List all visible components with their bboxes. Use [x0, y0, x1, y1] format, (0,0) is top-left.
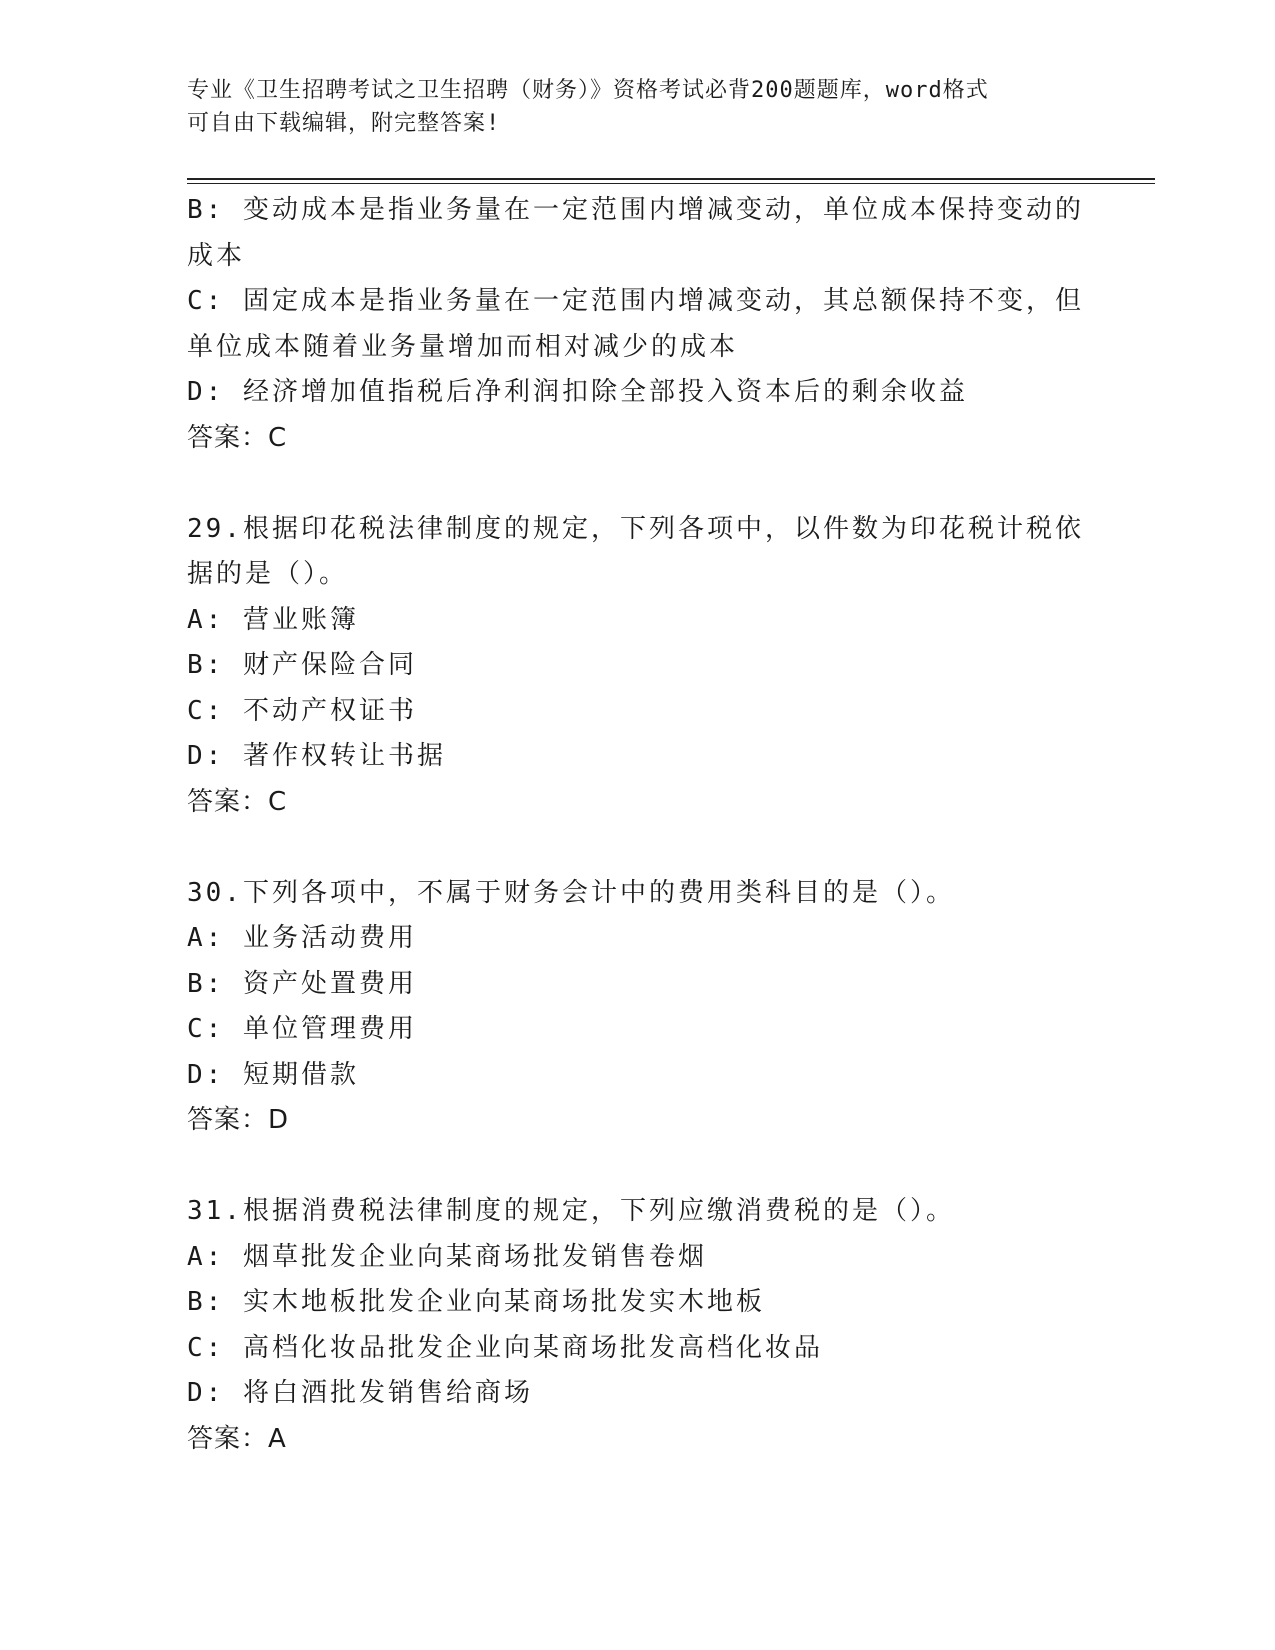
spacer — [187, 1144, 1087, 1190]
option-a: A: 烟草批发企业向某商场批发销售卷烟 — [187, 1241, 707, 1272]
option-d: D: 经济增加值指税后净利润扣除全部投入资本后的剩余收益 — [187, 377, 968, 407]
option-a: A: 业务活动费用 — [187, 923, 417, 953]
option-c: C: 不动产权证书 — [187, 695, 417, 726]
question-stem: 29.根据印花税法律制度的规定，下列各项中，以件数为印花税计税依 — [187, 513, 1084, 544]
spacer — [187, 825, 1087, 871]
option-a: A: 营业账簿 — [187, 604, 359, 635]
option-b: B: 资产处置费用 — [187, 968, 417, 999]
question-stem-continued: 据的是（）。 — [187, 559, 349, 589]
spacer — [187, 461, 1087, 507]
option-d: D: 短期借款 — [187, 1059, 359, 1090]
option-b: B: 实木地板批发企业向某商场批发实木地板 — [187, 1287, 765, 1317]
answer-line: 答案：C — [187, 422, 288, 453]
option-c-continued: 单位成本随着业务量增加而相对减少的成本 — [187, 331, 739, 362]
answer-line: 答案：A — [187, 1423, 287, 1454]
header-divider-thin — [187, 183, 1155, 184]
option-d: D: 将白酒批发销售给商场 — [187, 1378, 533, 1408]
question-block-29 — [187, 507, 1087, 826]
question-stem: 30.下列各项中，不属于财务会计中的费用类科目的是（）。 — [187, 877, 955, 908]
question-block-31 — [187, 1189, 1087, 1462]
answer-line: 答案：C — [187, 786, 288, 817]
option-c: C: 单位管理费用 — [187, 1014, 417, 1044]
option-b-continued: 成本 — [187, 240, 246, 271]
option-b: B: 财产保险合同 — [187, 650, 417, 680]
answer-line: 答案：D — [187, 1105, 290, 1135]
question-list — [187, 188, 1087, 1462]
header-divider-thick — [187, 178, 1155, 180]
option-c: C: 固定成本是指业务量在一定范围内增减变动，其总额保持不变，但 — [187, 286, 1084, 316]
header-subtitle-line: 可自由下载编辑，附完整答案! — [187, 111, 501, 136]
question-block-30 — [187, 871, 1087, 1144]
document-header — [187, 74, 1087, 140]
option-b: B: 变动成本是指业务量在一定范围内增减变动，单位成本保持变动的 — [187, 195, 1084, 225]
question-stem: 31.根据消费税法律制度的规定，下列应缴消费税的是（）。 — [187, 1196, 955, 1226]
header-title-line: 专业《卫生招聘考试之卫生招聘（财务）》资格考试必背200题题库，word格式 — [187, 78, 989, 103]
option-c: C: 高档化妆品批发企业向某商场批发高档化妆品 — [187, 1332, 823, 1363]
question-block-28 — [187, 188, 1087, 461]
option-d: D: 著作权转让书据 — [187, 741, 446, 771]
